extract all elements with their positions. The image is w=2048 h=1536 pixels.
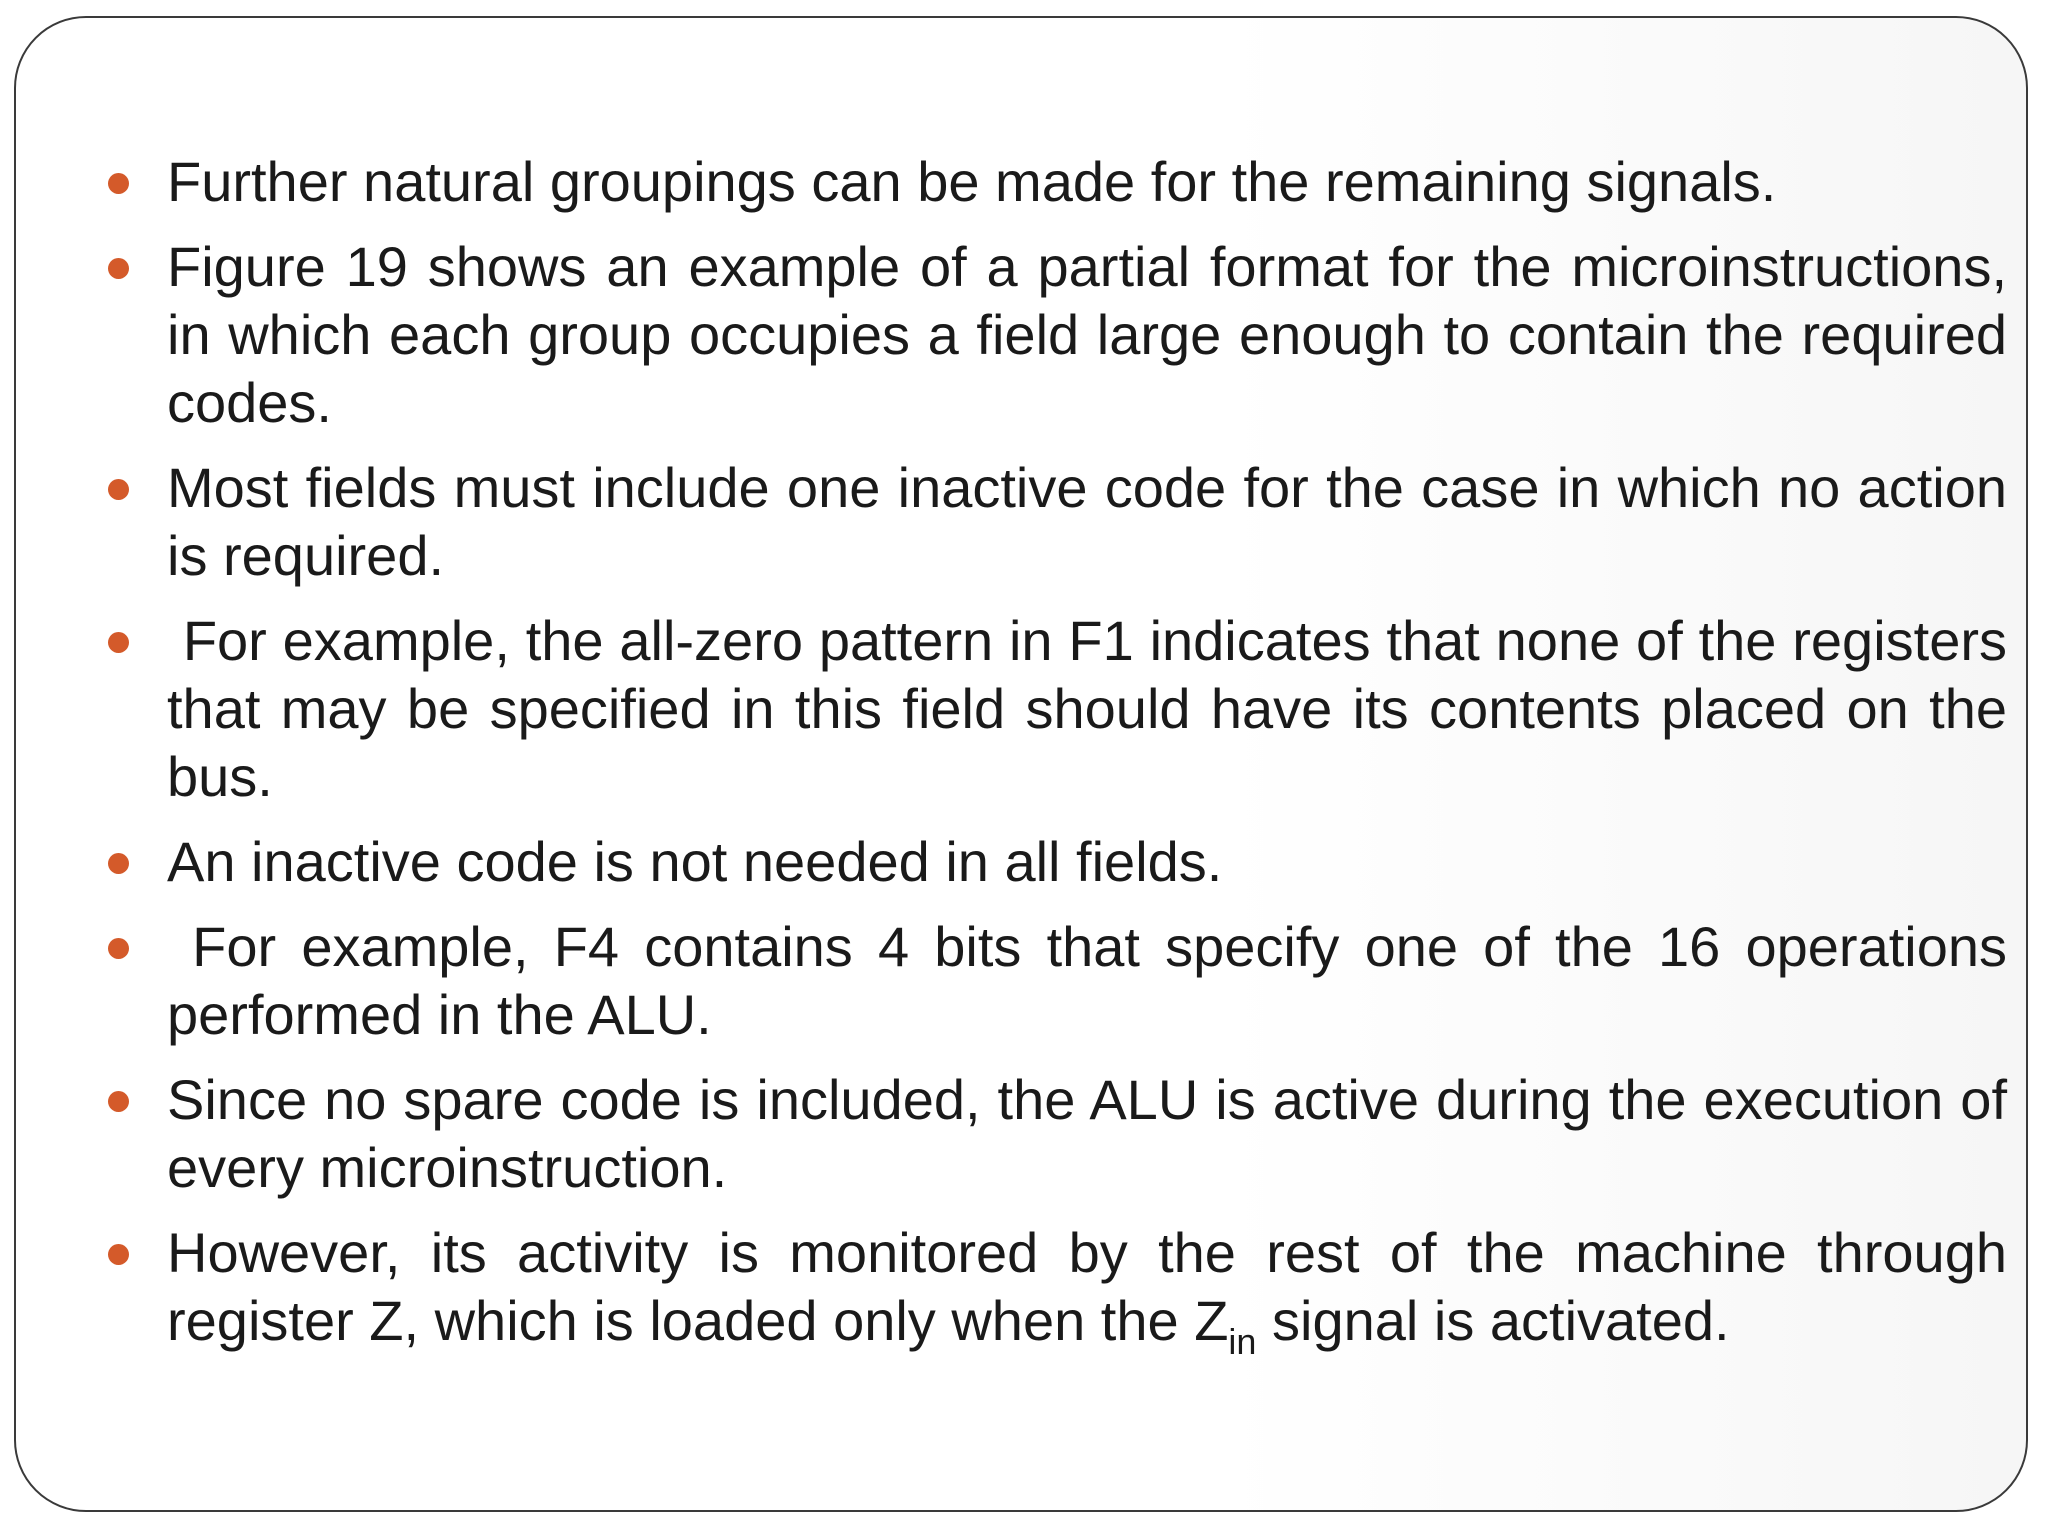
bullet-dot-icon xyxy=(108,258,129,279)
bullet-item xyxy=(167,454,2007,590)
bullet-item xyxy=(167,148,2007,216)
bullet-text-before: However, its activity is monitored by the rest of the machine through register Z, which is loaded only when the Z xyxy=(167,1221,2007,1352)
bullet-dot-icon xyxy=(108,938,129,959)
bullet-item xyxy=(167,607,2023,811)
bullet-list xyxy=(167,148,2023,1372)
slide-frame xyxy=(14,16,2028,1512)
subscript-in: in xyxy=(1228,1321,1257,1362)
bullet-text: For example, F4 contains 4 bits that specify one of the 16 operations performed in the ALU. xyxy=(167,915,2023,1046)
bullet-dot-icon xyxy=(108,1244,129,1265)
bullet-item xyxy=(167,233,2007,437)
bullet-item xyxy=(167,1066,2007,1202)
bullet-text-after: signal is activated. xyxy=(1256,1289,1730,1352)
bullet-dot-icon xyxy=(108,853,129,874)
bullet-text: Figure 19 shows an example of a partial format for the microinstructions, in which each group occupies a field large enough to contain the required codes. xyxy=(167,235,2007,434)
bullet-text: An inactive code is not needed in all fields. xyxy=(167,830,1223,893)
bullet-dot-icon xyxy=(108,632,129,653)
bullet-text: Since no spare code is included, the ALU is active during the execution of every microinstruction. xyxy=(167,1068,2007,1199)
bullet-dot-icon xyxy=(108,173,129,194)
bullet-text: Further natural groupings can be made for the remaining signals. xyxy=(167,150,1777,213)
bullet-item xyxy=(167,1219,2007,1362)
bullet-dot-icon xyxy=(108,1091,129,1112)
bullet-item xyxy=(167,828,2007,896)
bullet-text: Most fields must include one inactive code for the case in which no action is required. xyxy=(167,456,2007,587)
bullet-dot-icon xyxy=(108,479,129,500)
bullet-item xyxy=(167,913,2023,1049)
bullet-text xyxy=(167,1219,2007,1362)
bullet-text: For example, the all-zero pattern in F1 indicates that none of the registers that may be specified in this field should have its contents placed on the bus. xyxy=(167,609,2023,808)
